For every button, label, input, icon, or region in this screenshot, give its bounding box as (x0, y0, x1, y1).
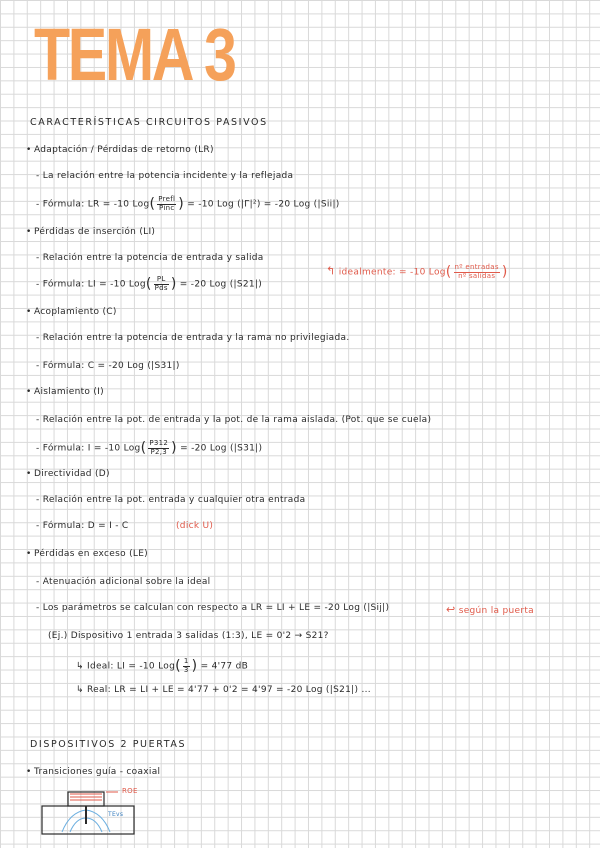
formula-directividad: - Fórmula: D = I - C (36, 521, 129, 531)
example-exceso: (Ej.) Dispositivo 1 entrada 3 salidas (1:3), LE = 0'2 → S21? (48, 631, 329, 641)
note-segun-puerta: ↩ según la puerta (446, 603, 534, 616)
item-desc-adaptacion: - La relación entre la potencia incidente y la reflejada (36, 171, 294, 181)
item-desc-directividad: - Relación entre la pot. entrada y cualquier otra entrada (36, 495, 306, 505)
item-desc-aislamiento: - Relación entre la pot. de entrada y la pot. de la rama aislada. (Pot. que se cuela) (36, 415, 432, 425)
formula-aislamiento: - Fórmula: I = -10 Log( $\frac{P312}{P2,3}$ ) = -20 Log (|S31|) (36, 439, 263, 457)
item-label-insercion: • Pérdidas de inserción (LI) (34, 228, 155, 237)
item-label-directividad: • Directividad (D) (34, 470, 110, 479)
formula-insercion: - Fórmula: LI = -10 Log( $\frac{PL}{\text{Pds}}$ ) = -20 Log (|S21|) (36, 275, 263, 293)
example-real: ↳ Real: LR = LI + LE = 4'77 + 0'2 = 4'97 = -20 Log (|S21|) ... (76, 685, 371, 695)
note-idealmente: ↰ idealmente: = -10 Log( $\frac{\text{nº entradas}}{\text{nº salidas}}$ ) (326, 263, 508, 281)
example-ideal: ↳ Ideal: LI = -10 Log( $\frac{1}{3}$ ) = 4'77 dB (76, 657, 249, 675)
item-desc-insercion: - Relación entre la potencia de entrada y salida (36, 253, 264, 263)
item-label-transiciones: • Transiciones guía - coaxial (34, 768, 160, 777)
item-desc2-exceso: - Los parámetros se calculan con respecto a LR = LI + LE = -20 Log (|Sij|) (36, 603, 390, 613)
item-label-adaptacion: • Adaptación / Pérdidas de retorno (LR) (34, 146, 214, 155)
item-label-aislamiento: • Aislamiento (I) (34, 388, 104, 397)
section-heading-characteristics: CARACTERÍSTICAS CIRCUITOS PASIVOS (30, 117, 268, 128)
item-desc-exceso: - Atenuación adicional sobre la ideal (36, 577, 211, 587)
figure-label-tevs: TEvs (108, 811, 124, 818)
page-title: TEMA 3 (34, 13, 235, 96)
section-heading-dispositivos: DISPOSITIVOS 2 PUERTAS (30, 739, 187, 750)
formula-acoplamiento: - Fórmula: C = -20 Log (|S31|) (36, 361, 180, 371)
item-label-exceso: • Pérdidas en exceso (LE) (34, 550, 148, 559)
connector-hatch (70, 794, 102, 800)
figure-label-roe: ROE (122, 787, 138, 795)
item-label-acoplamiento: • Acoplamiento (C) (34, 308, 117, 317)
note-directividad: (dick U) (176, 521, 214, 531)
formula-adaptacion: - Fórmula: LR = -10 Log( $\frac{\text{Prefl}}{\text{Pinc}}$ ) = -10 Log (|Γ|²) = -20 Log (|Sii|) (36, 195, 340, 213)
item-desc-acoplamiento: - Relación entre la potencia de entrada y la rama no privilegiada. (36, 333, 350, 343)
